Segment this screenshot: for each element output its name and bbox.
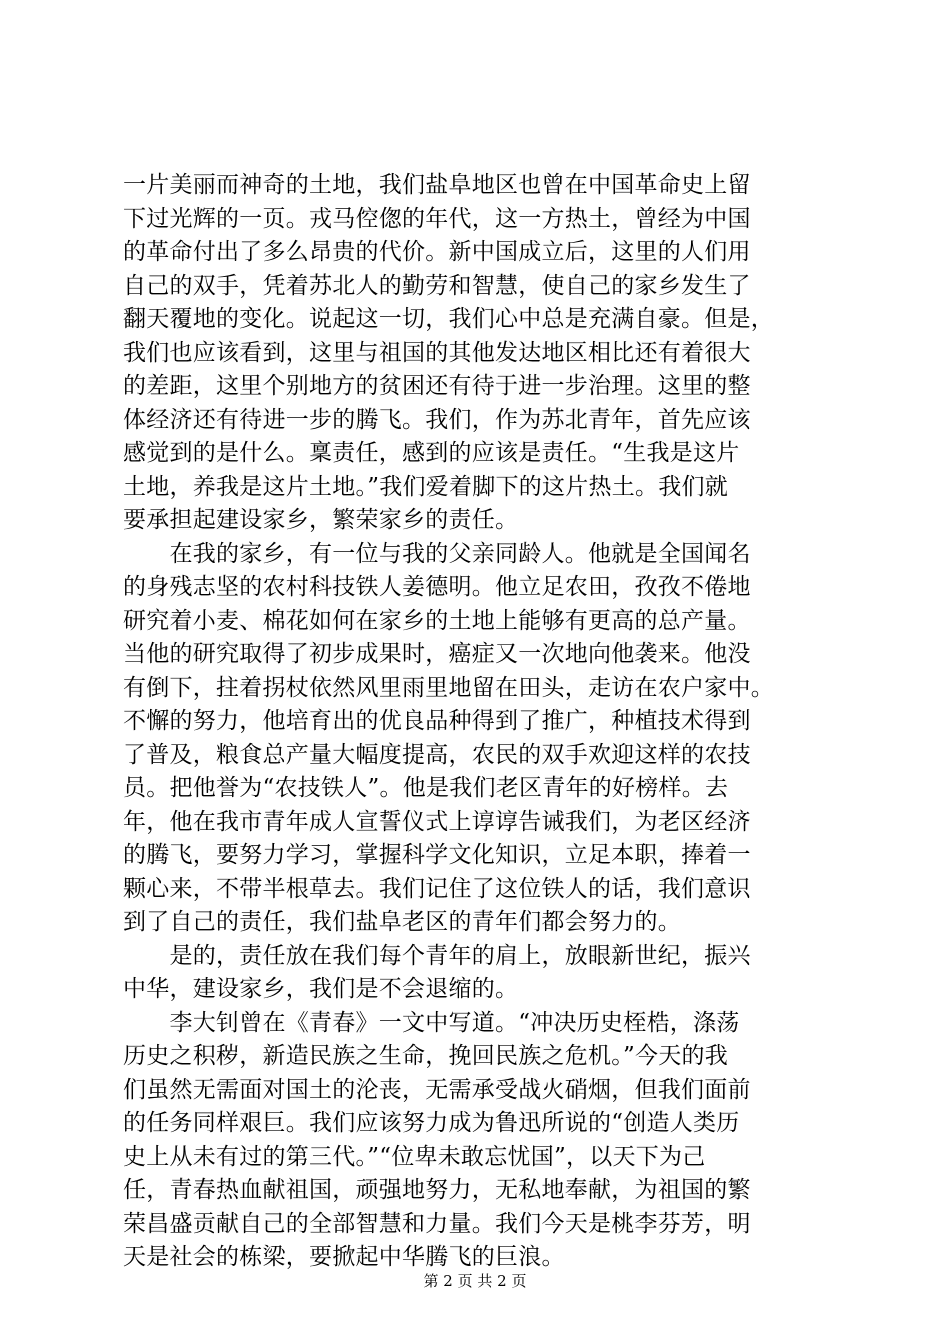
text-line: 们虽然无需面对国土的沦丧，无需承受战火硝烟，但我们面前 (123, 1076, 751, 1103)
text-line: 历史之积秽，新造民族之生命，挽回民族之危机。”今天的我 (123, 1043, 729, 1069)
text-line: 的革命付出了多么昂贵的代价。新中国成立后，这里的人们用 (123, 239, 751, 265)
text-line: 李大钊曾在《青春》一文中写道。“冲决历史桎梏，涤荡 (123, 1009, 740, 1036)
text-line: 荣昌盛贡献自己的全部智慧和力量。我们今天是桃李芬芳，明 (123, 1210, 751, 1237)
text-line: 当他的研究取得了初步成果时，癌症又一次地向他袭来。他没 (123, 641, 751, 667)
text-line: 了普及，粮食总产量大幅度提高，农民的双手欢迎这样的农技 (123, 741, 751, 768)
text-line: 土地，养我是这片土地。”我们爱着脚下的这片热土。我们就 (123, 473, 729, 500)
text-line: 史上从未有过的第三代。”“位卑未敢忘忧国”，以天下为己 (123, 1143, 706, 1170)
text-line: 研究着小麦、棉花如何在家乡的土地上能够有更高的总产量。 (123, 607, 751, 634)
text-line: 我们也应该看到，这里与祖国的其他发达地区相比还有着很大 (123, 339, 751, 366)
text-line: 的腾飞，要努力学习，掌握科学文化知识，立足本职，捧着一 (123, 842, 751, 868)
text-line: 年，他在我市青年成人宣誓仪式上谆谆告诫我们，为老区经济 (123, 808, 751, 835)
text-line: 是的，责任放在我们每个青年的肩上，放眼新世纪，振兴 (123, 942, 751, 969)
text-line: 不懈的努力，他培育出的优良品种得到了推广，种植技术得到 (123, 708, 751, 734)
text-line: 任，青春热血献祖国，顽强地努力，无私地奉献，为祖国的繁 (123, 1177, 751, 1203)
text-line: 感觉到的是什么。稟责任，感到的应该是责任。“生我是这片 (123, 440, 740, 466)
text-line: 的任务同样艰巨。我们应该努力成为鲁迅所说的“创造人类历 (123, 1110, 740, 1136)
document-body (123, 169, 835, 1275)
text-line: 下过光辉的一页。戎马倥偬的年代，这一方热土，曾经为中国 (123, 205, 751, 232)
text-line: 天是社会的栋梁，要掀起中华腾飞的巨浪。 (123, 1244, 565, 1270)
text-line: 要承担起建设家乡，繁荣家乡的责任。 (123, 507, 519, 533)
text-line: 体经济还有待进一步的腾飞。我们，作为苏北青年，首先应该 (123, 406, 751, 433)
text-line: 一片美丽而神奇的土地，我们盐阜地区也曾在中国革命史上留 (123, 172, 751, 198)
text-line: 自己的双手，凭着苏北人的勤劳和智慧，使自己的家乡发生了 (123, 272, 751, 299)
text-line: 有倒下，拄着拐杖依然风里雨里地留在田头，走访在农户家中。 (123, 674, 774, 701)
text-line: 在我的家乡，有一位与我的父亲同龄人。他就是全国闻名 (123, 540, 751, 567)
text-line: 员。把他誉为“农技铁人”。他是我们老区青年的好榜样。去 (123, 775, 729, 801)
text-line: 颗心来，不带半根草去。我们记住了这位铁人的话，我们意识 (123, 875, 751, 902)
text-line: 到了自己的责任，我们盐阜老区的青年们都会努力的。 (123, 909, 681, 935)
text-line: 的差距，这里个别地方的贫困还有待于进一步治理。这里的整 (123, 373, 751, 399)
page-footer (0, 1271, 950, 1291)
text-line: 中华，建设家乡，我们是不会退缩的。 (123, 976, 519, 1002)
text-line: 翻天覆地的变化。说起这一切，我们心中总是充满自豪。但是， (123, 306, 774, 332)
page-number-label: 第 2 页 共 2 页 (423, 1272, 527, 1290)
text-line: 的身残志坚的农村科技铁人姜德明。他立足农田，孜孜不倦地 (123, 574, 751, 600)
